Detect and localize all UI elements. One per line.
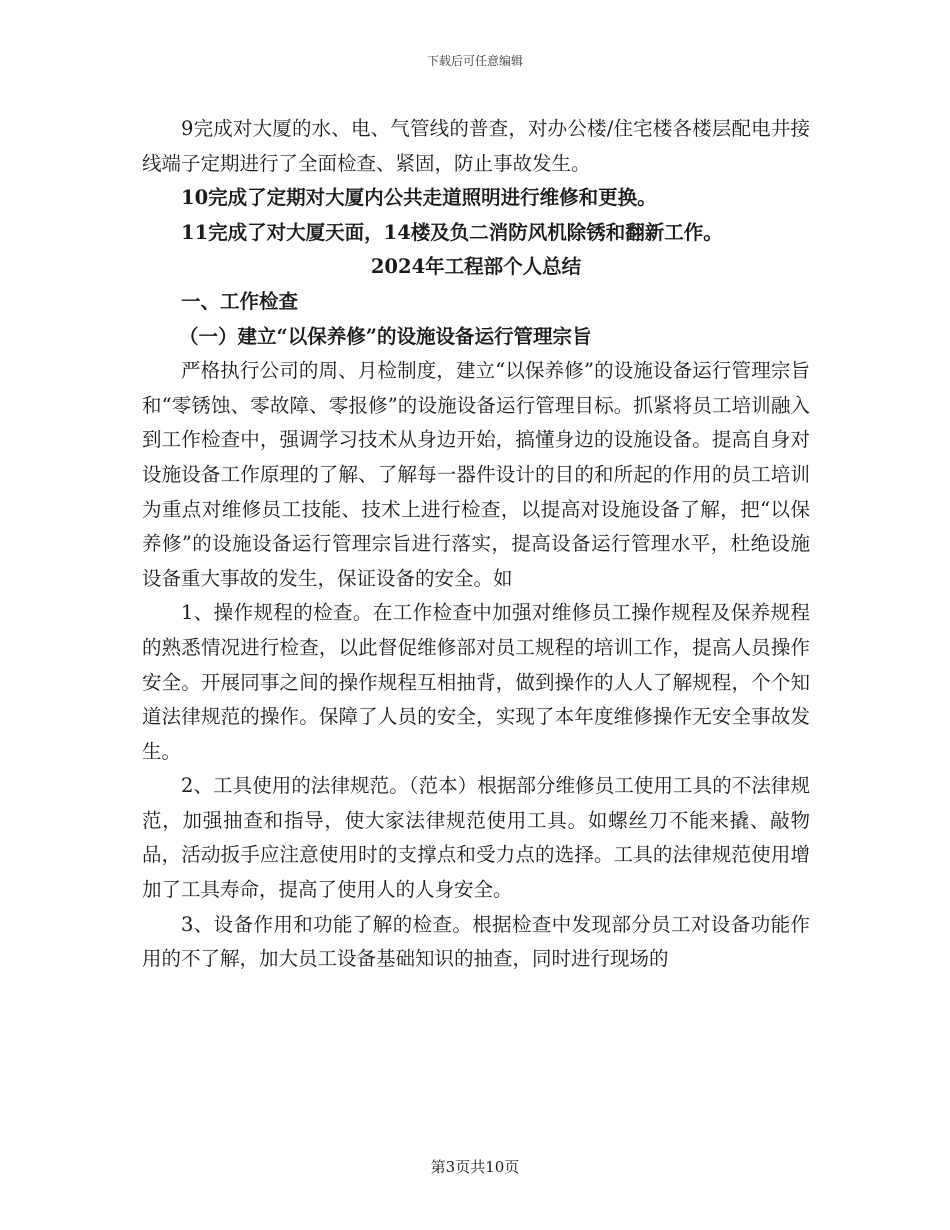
list-item-tool-usage: 2、工具使用的法律规范。（范本）根据部分维修员工使用工具的不法律规范，加强抽查和指导，使大家法律规范使用工具。如螺丝刀不能来撬、敲物品，活动扳手应注意使用时的支撑点和受力点的选择。工具的法律规范使用增加了工具寿命，提高了使用人的人身安全。 — [142, 774, 810, 902]
page-footer: 第3页共10页 — [430, 1158, 520, 1176]
section-heading: 一、工作检查 — [181, 289, 299, 313]
page-header: 下载后可任意编辑 — [426, 54, 523, 68]
paragraph-item-9: 9完成对大厦的水、电、气管线的普查，对办公楼/住宅楼各楼层配电井接线端子定期进行了全面检查、紧固，防止事故发生。 — [142, 117, 810, 175]
document-title: 2024年工程部个人总结 — [370, 255, 582, 279]
paragraph-item-10: 10完成了定期对大厦内公共走道照明进行维修和更换。 — [181, 186, 657, 210]
subsection-heading: （一）建立“以保养修”的设施设备运行管理宗旨 — [179, 324, 592, 348]
body-paragraph: 严格执行公司的周、月检制度，建立“以保养修”的设施设备运行管理宗旨和“零锈蚀、零故障、零报修”的设施设备运行管理目标。抓紧将员工培训融入到工作检查中，强调学习技术从身边开始，搞懂身边的设施设备。提高自身对设施设备工作原理的了解、了解每一器件设计的目的和所起的作用的员工培训为重点对维修员工技能、技术上进行检查，以提高对设施设备了解，把“以保养修”的设施设备运行管理宗旨进行落实，提高设备运行管理水平，杜绝设施设备重大事故的发生，保证设备的安全。如 — [142, 359, 810, 590]
list-item-operating-rules: 1、操作规程的检查。在工作检查中加强对维修员工操作规程及保养规程的熟悉情况进行检查，以此督促维修部对员工规程的培训工作，提高人员操作安全。开展同事之间的操作规程互相抽背，做到操作的人人了解规程，个个知道法律规范的操作。保障了人员的安全，实现了本年度维修操作无安全事故发生。 — [142, 601, 810, 763]
list-item-equipment-knowledge: 3、设备作用和功能了解的检查。根据检查中发现部分员工对设备功能作用的不了解，加大员工设备基础知识的抽查，同时进行现场的 — [142, 912, 810, 971]
document-body — [142, 112, 810, 977]
paragraph-item-11: 11完成了对大厦天面，14楼及负二消防风机除锈和翻新工作。 — [181, 220, 723, 244]
